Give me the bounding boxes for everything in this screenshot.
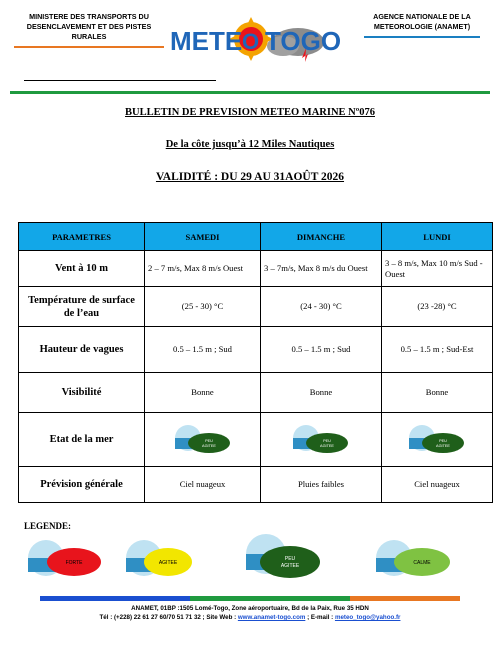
header-divider: [10, 91, 490, 94]
table-row-visibility: [19, 373, 493, 413]
header-parametres: PARAMETRES: [19, 223, 145, 251]
email-link[interactable]: meteo_togo@yahoo.fr: [334, 614, 401, 621]
svg-text:AGITEE: AGITEE: [280, 563, 300, 569]
legend-forte: [26, 536, 102, 584]
bulletin-validity: VALIDITÉ : DU 29 AU 31AOÛT 2026: [155, 171, 345, 183]
param-general: Prévision générale: [19, 467, 145, 503]
ministry-header: [14, 12, 164, 48]
signature-line: [24, 80, 216, 81]
svg-text:PEU: PEU: [439, 438, 447, 443]
svg-text:METE: METE: [170, 26, 243, 56]
forecast-table: [18, 222, 493, 503]
svg-text:PEU: PEU: [284, 556, 296, 562]
waves-samedi: 0.5 – 1.5 m ; Sud: [145, 327, 261, 373]
legend-title: LEGENDE:: [24, 521, 72, 531]
website-link[interactable]: www.anamet-togo.com: [237, 614, 306, 621]
svg-text:AGITEE: AGITEE: [436, 443, 450, 448]
footer-stripe-blue: [40, 596, 190, 601]
wind-lundi: 3 – 8 m/s, Max 10 m/s Sud - Ouest: [382, 251, 493, 287]
footer-address: ANAMET, 01BP :1505 Lomé-Togo, Zone aéroportuaire, Bd de la Paix, Rue 35 HDN: [131, 605, 369, 612]
svg-text:AGITEE: AGITEE: [201, 443, 216, 448]
svg-text:CALME: CALME: [413, 560, 431, 566]
svg-text:AGITEE: AGITEE: [320, 443, 334, 448]
svg-text:AGITEE: AGITEE: [158, 560, 178, 566]
param-sea-state: Etat de la mer: [19, 413, 145, 467]
agency-header: [364, 12, 480, 38]
bulletin-subtitle: De la côte jusqu’à 12 Miles Nautiques: [165, 139, 335, 150]
visibility-dimanche: Bonne: [261, 373, 382, 413]
header-samedi: SAMEDI: [145, 223, 261, 251]
wind-samedi: 2 – 7 m/s, Max 8 m/s Ouest: [145, 251, 261, 287]
visibility-samedi: Bonne: [145, 373, 261, 413]
param-wind: Vent à 10 m: [19, 251, 145, 287]
svg-text:TOGO: TOGO: [265, 26, 342, 56]
general-samedi: Ciel nuageux: [145, 467, 261, 503]
legend-peu-agitee: [244, 532, 324, 584]
param-visibility: Visibilité: [19, 373, 145, 413]
wind-dimanche: 3 – 7m/s, Max 8 m/s du Ouest: [261, 251, 382, 287]
agency-line-2: METEOROLOGIE (ANAMET): [373, 22, 471, 31]
visibility-lundi: Bonne: [382, 373, 493, 413]
temperature-lundi: (23 -28) °C: [382, 287, 493, 327]
table-row-waves: [19, 327, 493, 373]
temperature-samedi: (25 - 30) °C: [145, 287, 261, 327]
svg-text:FORTE: FORTE: [65, 560, 83, 566]
sea-state-peu-agitee-icon: [291, 423, 351, 457]
table-header-row: [19, 223, 493, 251]
legend-calme: [374, 536, 454, 584]
svg-text:O: O: [242, 29, 260, 54]
sea-state-peu-agitee-icon: [407, 423, 467, 457]
agency-line-1: AGENCE NATIONALE DE LA: [373, 12, 471, 21]
footer-contact: [0, 613, 500, 622]
general-dimanche: Pluies faibles: [261, 467, 382, 503]
agency-rule: [364, 36, 480, 38]
footer-stripe-green: [190, 596, 350, 601]
general-lundi: Ciel nuageux: [382, 467, 493, 503]
waves-lundi: 0.5 – 1.5 m ; Sud-Est: [382, 327, 493, 373]
sea-state-peu-agitee-icon: [173, 423, 233, 457]
footer-phone: Tél : (+228) 22 61 27 60/70 51 71 32 ; Site Web :: [99, 614, 238, 621]
svg-text:PEU: PEU: [204, 438, 213, 443]
param-temperature: Température de surface de l’eau: [19, 287, 145, 327]
sea-state-samedi: [145, 413, 261, 467]
sea-state-dimanche: [261, 413, 382, 467]
meteo-togo-logo: [168, 16, 358, 62]
bulletin-title: BULLETIN DE PREVISION METEO MARINE Nº076: [125, 107, 375, 118]
ministry-line-2: DESENCLAVEMENT ET DES PISTES RURALES: [26, 22, 152, 41]
table-row-wind: [19, 251, 493, 287]
ministry-rule: [14, 46, 164, 48]
temperature-dimanche: (24 - 30) °C: [261, 287, 382, 327]
header-dimanche: DIMANCHE: [261, 223, 382, 251]
sea-state-lundi: [382, 413, 493, 467]
table-row-sea-state: [19, 413, 493, 467]
table-row-temperature: [19, 287, 493, 327]
header-lundi: LUNDI: [382, 223, 493, 251]
ministry-line-1: MINISTERE DES TRANSPORTS DU: [29, 12, 149, 21]
svg-text:PEU: PEU: [323, 438, 331, 443]
footer-stripe-orange: [350, 596, 460, 601]
param-waves: Hauteur de vagues: [19, 327, 145, 373]
table-row-general: [19, 467, 493, 503]
legend-agitee: [124, 536, 194, 584]
footer-email-label: ; E-mail :: [305, 614, 335, 621]
waves-dimanche: 0.5 – 1.5 m ; Sud: [261, 327, 382, 373]
